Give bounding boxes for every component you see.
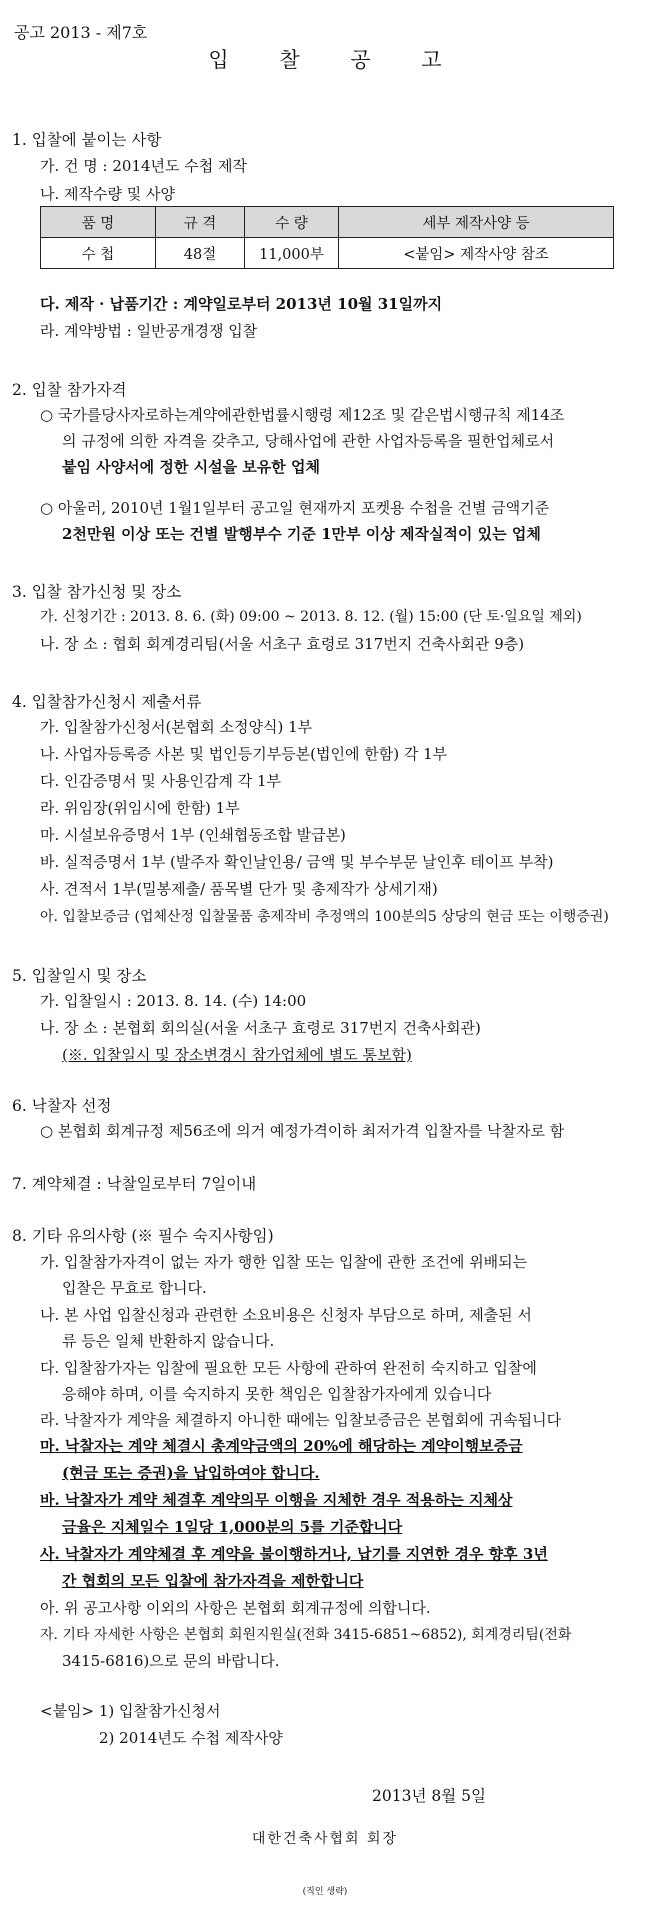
s2-para2-line1: ○ 아울러, 2010년 1월1일부터 공고일 현재까지 포켓용 수첩을 건별 금액기준 — [40, 499, 550, 517]
list-item: 사. 견적서 1부(밀봉제출/ 품목별 단가 및 총제작가 상세기재) — [40, 880, 438, 898]
section-3-heading: 3. 입찰 참가신청 및 장소 — [12, 583, 182, 601]
s5-item-a: 가. 입찰일시 : 2013. 8. 14. (수) 14:00 — [40, 992, 307, 1010]
table-header-row — [41, 207, 614, 238]
s8-item-ba-line1: 바. 낙찰자가 계약 체결후 계약의무 이행을 지체한 경우 적용하는 지체상 — [40, 1491, 513, 1509]
s2-para1-line1: ○ 국가를당사자로하는계약에관한법률시행령 제12조 및 같은법시행규칙 제14조 — [40, 406, 565, 424]
list-item: 마. 시설보유증명서 1부 (인쇄협동조합 발급본) — [40, 826, 346, 844]
s8-item-a: 아. 위 공고사항 이외의 사항은 본협회 회계규정에 의합니다. — [40, 1599, 431, 1617]
cell-item: 수 첩 — [41, 238, 156, 269]
list-item: 라. 위임장(위임시에 한함) 1부 — [40, 799, 240, 817]
s1-item-a: 가. 건 명 : 2014년도 수첩 제작 — [40, 157, 248, 175]
s8-item-na-line1: 나. 본 사업 입찰신청과 관련한 소요비용은 신청자 부담으로 하며, 제출된 서 — [40, 1306, 532, 1324]
list-item: 다. 인감증명서 및 사용인감계 각 1부 — [40, 772, 282, 790]
col-header-quantity: 수 량 — [245, 207, 339, 238]
spec-table — [40, 206, 614, 269]
s1-item-d: 라. 계약방법 : 일반공개경쟁 입찰 — [40, 322, 258, 340]
section-1-heading: 1. 입찰에 붙이는 사항 — [12, 131, 162, 149]
s8-item-da-line1: 다. 입찰참가자는 입찰에 필요한 모든 사항에 관하여 완전히 숙지하고 입찰에 — [40, 1359, 537, 1377]
section-6-heading: 6. 낙찰자 선정 — [12, 1097, 112, 1115]
s8-item-ma-line1: 마. 낙찰자는 계약 체결시 총계약금액의 20%에 해당하는 계약이행보증금 — [40, 1437, 523, 1455]
cell-details: <붙임> 제작사양 참조 — [339, 238, 614, 269]
s8-item-da-line2: 응해야 하며, 이를 숙지하지 못한 책임은 입찰참가자에게 있습니다 — [62, 1385, 492, 1403]
cell-size: 48절 — [156, 238, 245, 269]
attachment-line-2: 2) 2014년도 수첩 제작사양 — [99, 1729, 283, 1747]
section-8-heading: 8. 기타 유의사항 (※ 필수 숙지사항임) — [12, 1227, 274, 1245]
list-item: 가. 입찰참가신청서(본협회 소정양식) 1부 — [40, 718, 313, 736]
s3-item-b: 나. 장 소 : 협회 회계경리팀(서울 서초구 효령로 317번지 건축사회관 9층) — [40, 635, 525, 653]
s8-item-ga-line2: 입찰은 무효로 합니다. — [62, 1279, 207, 1297]
notice-date: 2013년 8월 5일 — [372, 1787, 486, 1805]
section-2-heading: 2. 입찰 참가자격 — [12, 381, 127, 399]
s2-para1-line3: 붙임 사양서에 정한 시설을 보유한 업체 — [62, 458, 320, 476]
list-item: 나. 사업자등록증 사본 및 법인등기부등본(법인에 한함) 각 1부 — [40, 745, 448, 763]
section-4-heading: 4. 입찰참가신청시 제출서류 — [12, 693, 202, 711]
s8-item-ja-line1: 자. 기타 자세한 사항은 본협회 회원지원실(전화 3415-6851~6852), 회계경리팀(전화 — [40, 1627, 572, 1643]
issuer-name: 대한건축사협회 회장 — [251, 1831, 399, 1847]
attachment-line-1: <붙임> 1) 입찰참가신청서 — [40, 1702, 221, 1720]
s8-item-ga-line1: 가. 입찰참가자격이 없는 자가 행한 입찰 또는 입찰에 관한 조건에 위배되는 — [40, 1253, 528, 1271]
table-row — [41, 238, 614, 269]
section-7-heading: 7. 계약체결 : 낙찰일로부터 7일이내 — [12, 1175, 257, 1193]
s2-para2-line2: 2천만원 이상 또는 건별 발행부수 기준 1만부 이상 제작실적이 있는 업체 — [62, 525, 541, 543]
s3-item-a: 가. 신청기간 : 2013. 8. 6. (화) 09:00 ~ 2013. 8. 12. (월) 15:00 (단 토·일요일 제외) — [40, 609, 582, 625]
col-header-size: 규 격 — [156, 207, 245, 238]
notice-number: 공고 2013 - 제7호 — [14, 23, 148, 42]
s8-item-sa-line1: 사. 낙찰자가 계약체결 후 계약을 불이행하거나, 납기를 지연한 경우 향후 3년 — [40, 1545, 548, 1563]
s8-item-na-line2: 류 등은 일체 반환하지 않습니다. — [62, 1332, 275, 1350]
document-title: 입 찰 공 고 — [208, 48, 464, 72]
s2-para1-line2: 의 규정에 의한 자격을 갖추고, 당해사업에 관한 사업자등록을 필한업체로서 — [62, 432, 555, 450]
list-item: 아. 입찰보증금 (업체산정 입찰물품 총제작비 추정액의 100분의5 상당의 현금 또는 이행증권) — [40, 909, 609, 925]
s5-note: (※. 입찰일시 및 장소변경시 참가업체에 별도 통보함) — [62, 1046, 412, 1064]
seal-note: (직인 생략) — [302, 1887, 348, 1897]
s5-item-b: 나. 장 소 : 본협회 회의실(서울 서초구 효령로 317번지 건축사회관) — [40, 1019, 481, 1037]
list-item: 바. 실적증명서 1부 (발주자 확인날인용/ 금액 및 부수부문 날인후 테이프 부착) — [40, 853, 554, 871]
col-header-details: 세부 제작사양 등 — [339, 207, 614, 238]
s8-item-ja-line2: 3415-6816)으로 문의 바랍니다. — [62, 1652, 280, 1670]
s8-item-sa-line2: 간 협회의 모든 입찰에 참가자격을 제한합니다 — [62, 1572, 364, 1590]
s1-item-b: 나. 제작수량 및 사양 — [40, 185, 175, 203]
s8-item-ra: 라. 낙찰자가 계약을 체결하지 아니한 때에는 입찰보증금은 본협회에 귀속됩니다 — [40, 1411, 562, 1429]
section-5-heading: 5. 입찰일시 및 장소 — [12, 967, 147, 985]
s6-text: ○ 본협회 회계규정 제56조에 의거 예정가격이하 최저가격 입찰자를 낙찰자로 함 — [40, 1122, 565, 1140]
s8-item-ma-line2: (현금 또는 증권)을 납입하여야 합니다. — [62, 1464, 320, 1482]
s1-item-c: 다. 제작 · 납품기간 : 계약일로부터 2013년 10월 31일까지 — [40, 295, 443, 313]
cell-quantity: 11,000부 — [245, 238, 339, 269]
col-header-item: 품 명 — [41, 207, 156, 238]
s8-item-ba-line2: 금율은 지체일수 1일당 1,000분의 5를 기준합니다 — [62, 1518, 403, 1536]
